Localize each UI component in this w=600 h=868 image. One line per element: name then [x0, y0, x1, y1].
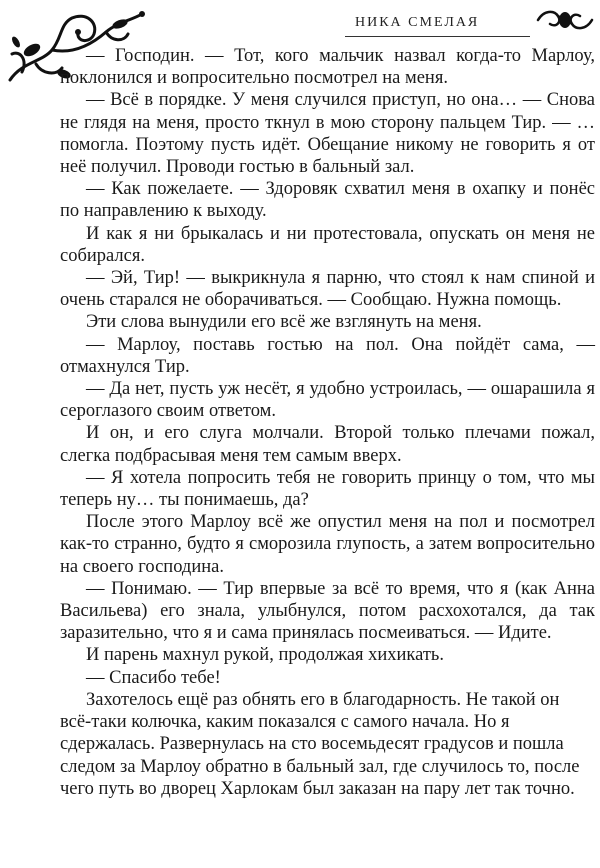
- paragraph: После этого Марлоу всё же опустил меня на пол и посмотрел как-то странно, будто я сморозила глупость, а затем вопросительно на своего господина.: [60, 512, 595, 577]
- paragraph: И парень махнул рукой, продолжая хихикать.: [86, 645, 444, 666]
- paragraph: — Понимаю. — Тир впервые за всё то время, что я (как Анна Васильева) его знала, улыбнулся, потом расхохотался, да так заразительно, что я и сама принялась посмеиваться. — Идите.: [60, 578, 595, 644]
- scroll-ornament-icon: [534, 6, 596, 34]
- header-rule: [345, 36, 530, 37]
- paragraph: — Марлоу, поставь гостью на пол. Она пойдёт сама, — отмахнулся Тир.: [60, 334, 595, 377]
- paragraph: — Я хотела попросить тебя не говорить принцу о том, что мы теперь ну… ты понимаешь, да?: [60, 467, 595, 511]
- paragraph: — Всё в порядке. У меня случился приступ, но она… — Снова не глядя на меня, просто ткнул в мою сторону пальцем Тир. — …помогла. Поэтому пусть идёт. Обещание никому не говорить я от неё получил. Проводи гостью в бальный зал.: [60, 90, 595, 178]
- paragraph: Захотелось ещё раз обнять его в благодарность. Не такой он всё-таки колючка, каким показался с самого начала. Но я сдержалась. Развернулась на сто восемьдесят градусов и пошла следом за Марлоу обратно в бальный зал, где случилось то, после чего путь во дворец Харлокам был заказан на пару лет так точно.: [60, 689, 580, 799]
- paragraph: И он, и его слуга молчали. Второй только плечами пожал, слегка подбрасывая меня тем самым вверх.: [60, 423, 595, 466]
- book-page-text: [60, 45, 595, 800]
- running-head: НИКА СМЕЛАЯ: [355, 15, 480, 30]
- paragraph: — Спасибо тебе!: [86, 667, 221, 688]
- paragraph: — Да нет, пусть уж несёт, я удобно устроилась, — ошарашила я сероглазого своим ответом.: [60, 379, 595, 422]
- paragraph: Эти слова вынудили его всё же взглянуть на меня.: [86, 312, 482, 333]
- paragraph: — Как пожелаете. — Здоровяк схватил меня в охапку и понёс по направлению к выходу.: [60, 179, 595, 222]
- paragraph: — Господин. — Тот, кого мальчик назвал когда-то Марлоу, поклонился и вопросительно посмотрел на меня.: [60, 46, 595, 89]
- paragraph: И как я ни брыкалась и ни протестовала, опускать он меня не собирался.: [60, 223, 595, 266]
- paragraph: — Эй, Тир! — выкрикнула я парню, что стоял к нам спиной и очень старался не оборачиваться. — Сообщаю. Нужна помощь.: [60, 268, 595, 311]
